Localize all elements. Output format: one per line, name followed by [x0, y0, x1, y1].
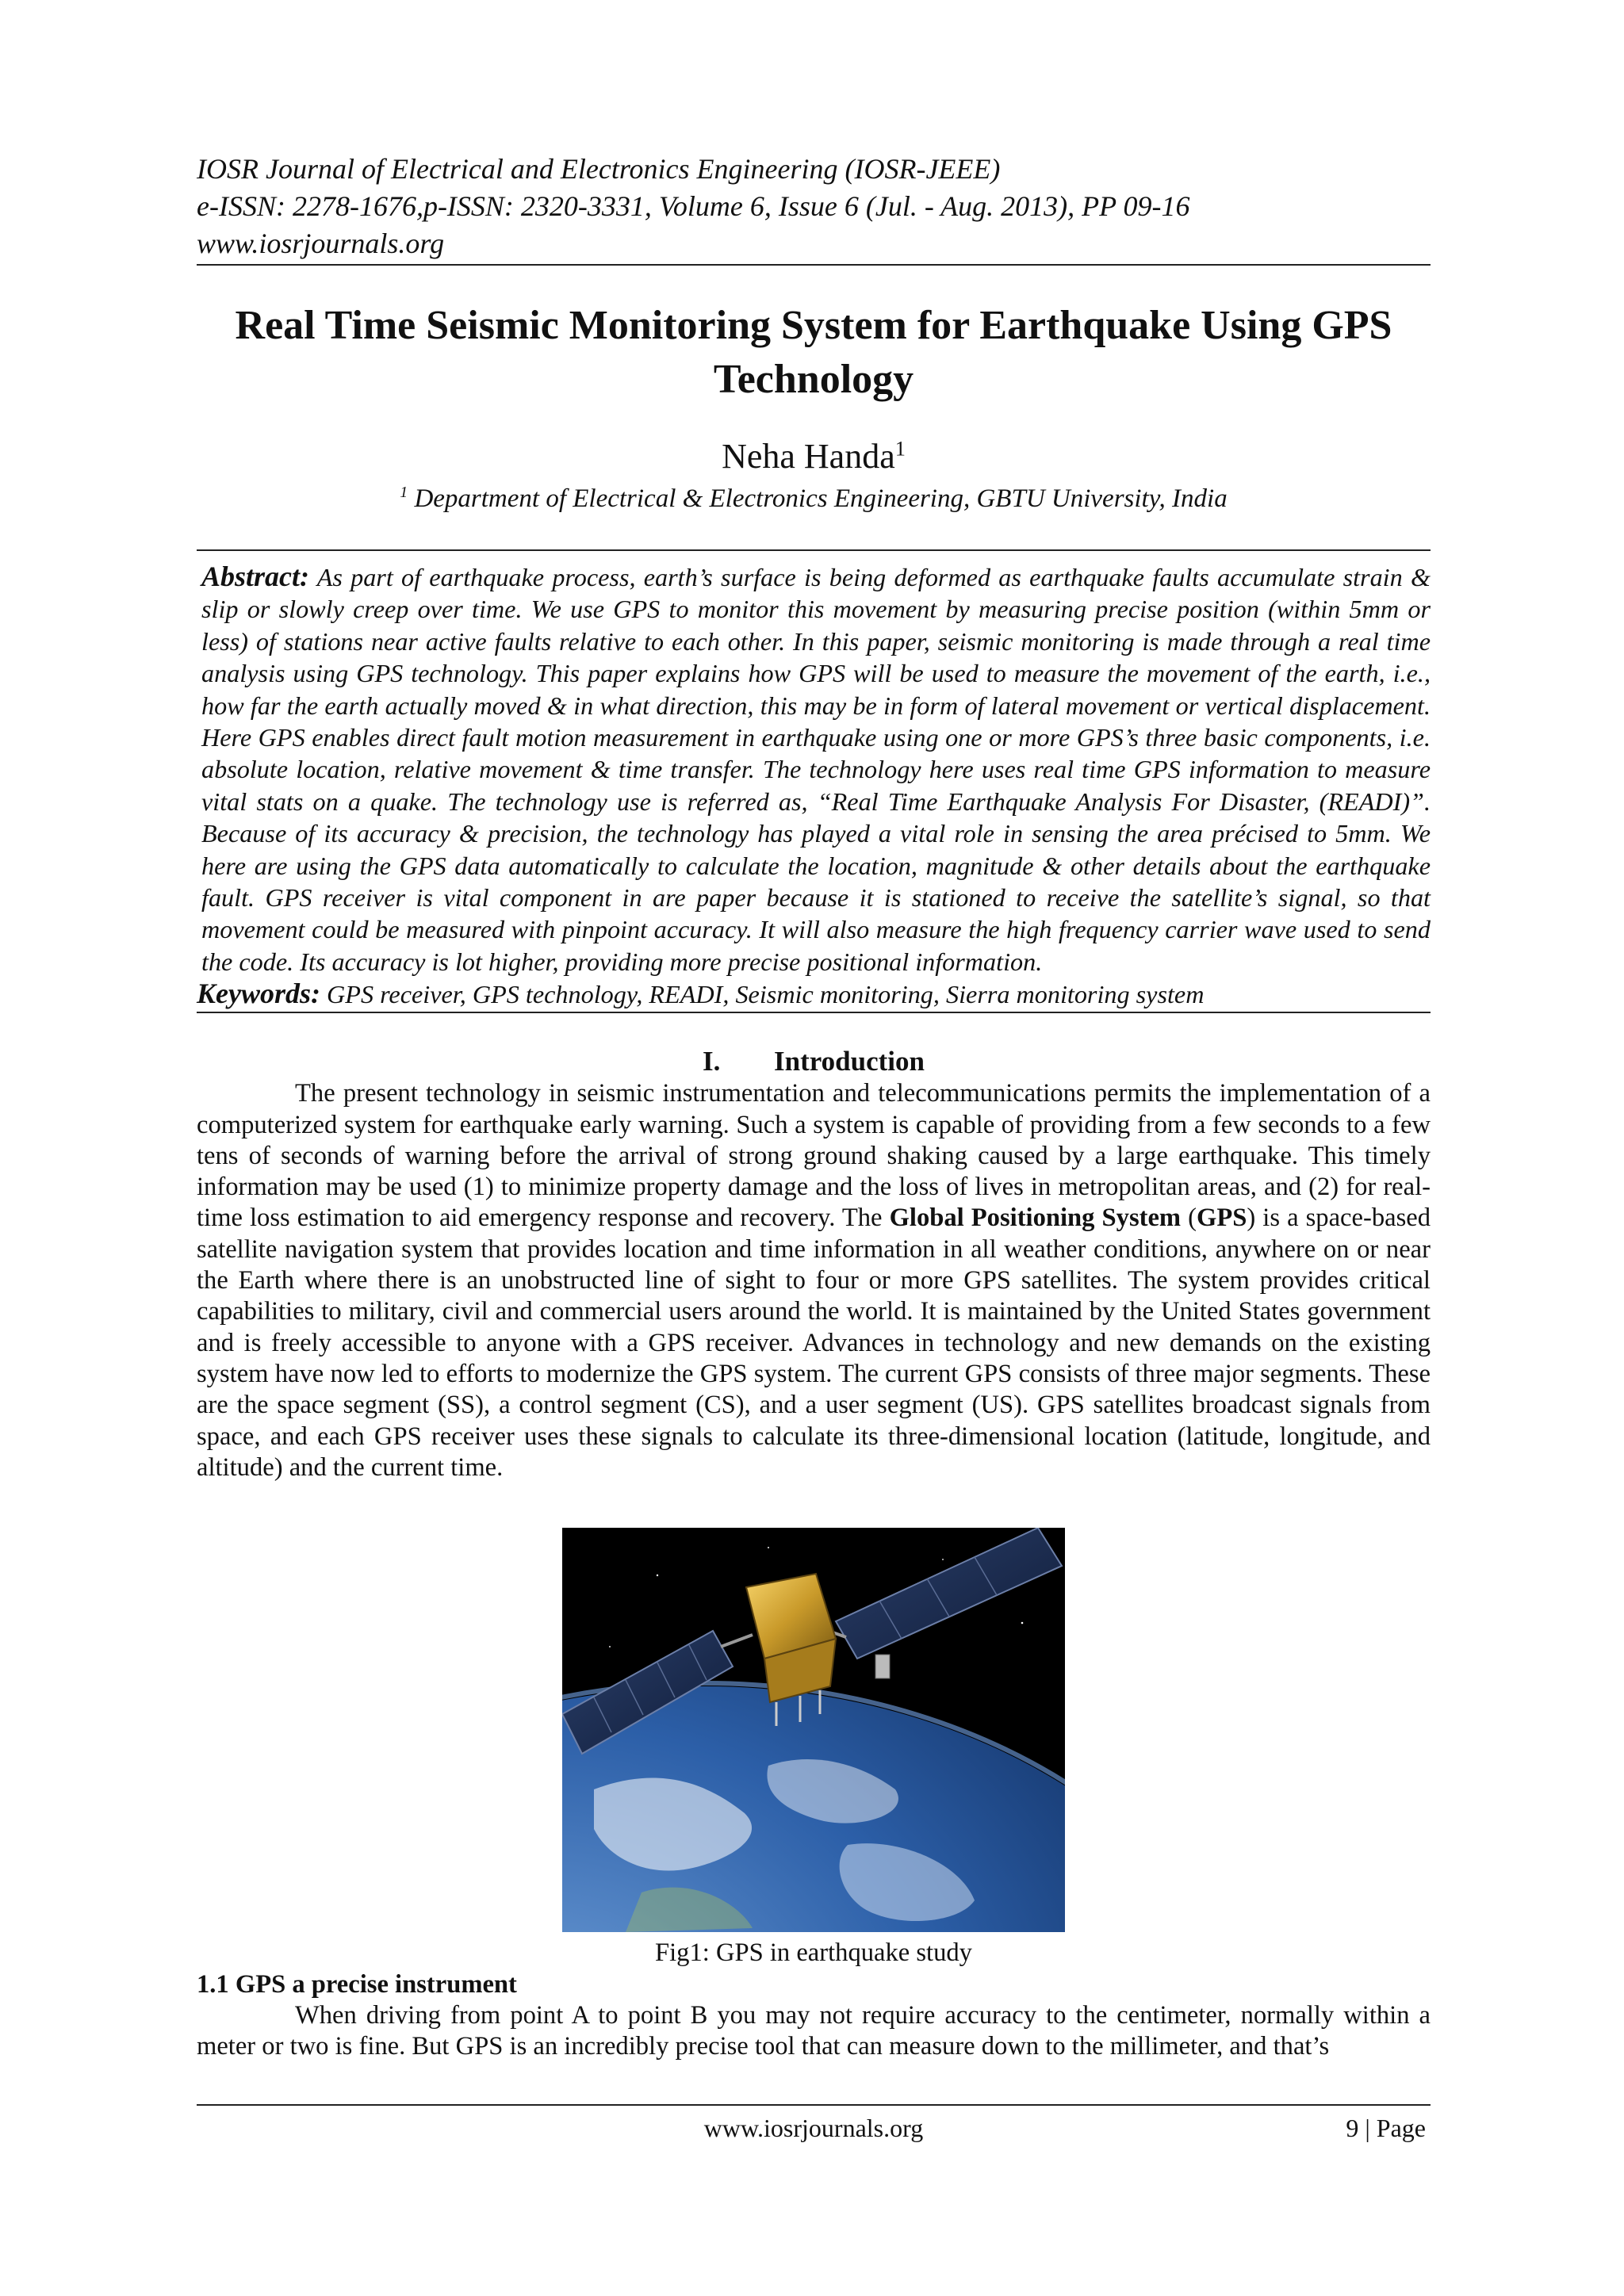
keywords	[197, 978, 1431, 1010]
introduction-body	[197, 1078, 1431, 1483]
issn-line: e-ISSN: 2278-1676,p-ISSN: 2320-3331, Volume 6, Issue 6 (Jul. - Aug. 2013), PP 09-16	[197, 190, 1190, 222]
paper-page	[197, 151, 1431, 2063]
abstract-label: Abstract:	[201, 561, 310, 592]
footer-website: www.iosrjournals.org	[703, 2114, 924, 2142]
section-number: I.	[703, 1046, 721, 1077]
abstract-text: As part of earthquake process, earth’s surface is being deformed as earthquake faults accumulate strain & slip or slowly creep over time. We use GPS to monitor this movement by measuring precise position (within 5mm or less) of stations near active faults relative to each other. In this paper, seismic monitoring is made through a real time analysis using GPS technology. This paper explains how GPS will be used to measure the movement of the earth, i.e., how far the earth actually moved & in what direction, this may be in form of lateral movement or vertical displacement. Here GPS enables direct fault motion measurement in earthquake using one or more GPS’s three basic components, i.e. absolute location, relative movement & time transfer. The technology here uses real time GPS information to measure vital stats on a quake. The technology use is referred as, “Real Time Earthquake Analysis For Disaster, (READI)”. Because of its accuracy & precision, the technology has played a vital role in sensing the area précised to 5mm. We here are using the GPS data automatically to calculate the location, magnitude & other details about the earthquake fault. GPS receiver is vital component in are paper because it is stationed to receive the satellite’s signal, so that movement could be measured with pinpoint accuracy. It will also measure the high frequency carrier wave used to send the code. Its accuracy is lot higher, providing more precise positional information.	[201, 563, 1431, 976]
subsection-heading: 1.1 GPS a precise instrument	[197, 1970, 517, 1999]
author-affiliation	[197, 483, 1431, 515]
footer-rule	[197, 2104, 1431, 2106]
author-line	[197, 437, 1431, 476]
affiliation-text: Department of Electrical & Electronics Engineering, GBTU University, India	[414, 484, 1228, 513]
subsection-paragraph: When driving from point A to point B you may not require accuracy to the centimeter, normally within a meter or two is fine. But GPS is an incredibly precise tool that can measure down to the millimeter, and that’s	[197, 2001, 1431, 2061]
introduction-paragraph	[197, 1078, 1431, 1483]
section-title: Introduction	[774, 1046, 925, 1077]
gps-satellite-earth-image	[562, 1528, 1065, 1932]
intro-text-a: The present technology in seismic instrumentation and telecommunications permits the implementation of a computerized system for earthquake early warning. Such a system is capable of providing from a few seconds to a few tens of seconds of warning before the arrival of strong ground shaking caused by a large earthquake. This timely information may be used (1) to minimize property damage and the loss of lives in metropolitan areas, and (2) for real-time loss estimation to aid emergency response and recovery. The	[197, 1079, 1431, 1233]
author-name: Neha Handa	[722, 437, 895, 476]
intro-text-c: ) is a space-based satellite navigation system that provides location and time information in all weather conditions, anywhere on or near the Earth where there is an unobstructed line of sight to four or more GPS satellites. The system provides critical capabilities to military, civil and commercial users around the world. It is maintained by the United States government and is freely accessible to anyone with a GPS receiver. Advances in technology and new demands on the existing system have now led to efforts to modernize the GPS system. The current GPS consists of three major segments. These are the space segment (SS), a control segment (CS), and a user segment (US). GPS satellites broadcast signals from space, and each GPS receiver uses these signals to calculate its three-dimensional location (latitude, longitude, and altitude) and the current time.	[197, 1203, 1431, 1482]
abstract-bottom-rule	[197, 1012, 1431, 1013]
keywords-label: Keywords:	[197, 978, 320, 1010]
journal-name: IOSR Journal of Electrical and Electronics Engineering (IOSR-JEEE)	[197, 153, 1001, 185]
page-footer	[197, 2104, 1431, 2147]
abstract	[197, 561, 1431, 978]
paper-title	[197, 299, 1431, 407]
intro-bold-gps: GPS	[1197, 1203, 1247, 1233]
page-number: 9 | Page	[1346, 2114, 1426, 2142]
title-line-1: Real Time Seismic Monitoring System for Earthquake Using GPS	[235, 303, 1392, 348]
header-rule	[197, 264, 1431, 266]
figure-caption: Fig1: GPS in earthquake study	[655, 1938, 972, 1968]
affiliation-sup: 1	[400, 484, 408, 501]
subsection-body	[197, 2000, 1431, 2063]
journal-header	[197, 151, 1431, 262]
abstract-top-rule	[197, 549, 1431, 551]
satellite-figure	[562, 1528, 1065, 1932]
author-sup: 1	[894, 436, 906, 461]
intro-bold-gps-full: Global Positioning System	[889, 1203, 1182, 1233]
intro-text-b: (	[1181, 1203, 1197, 1233]
keywords-text: GPS receiver, GPS technology, READI, Seismic monitoring, Sierra monitoring system	[327, 980, 1205, 1009]
journal-website: www.iosrjournals.org	[197, 228, 445, 259]
section-heading-introduction	[197, 1045, 1431, 1078]
title-line-2: Technology	[713, 357, 914, 402]
